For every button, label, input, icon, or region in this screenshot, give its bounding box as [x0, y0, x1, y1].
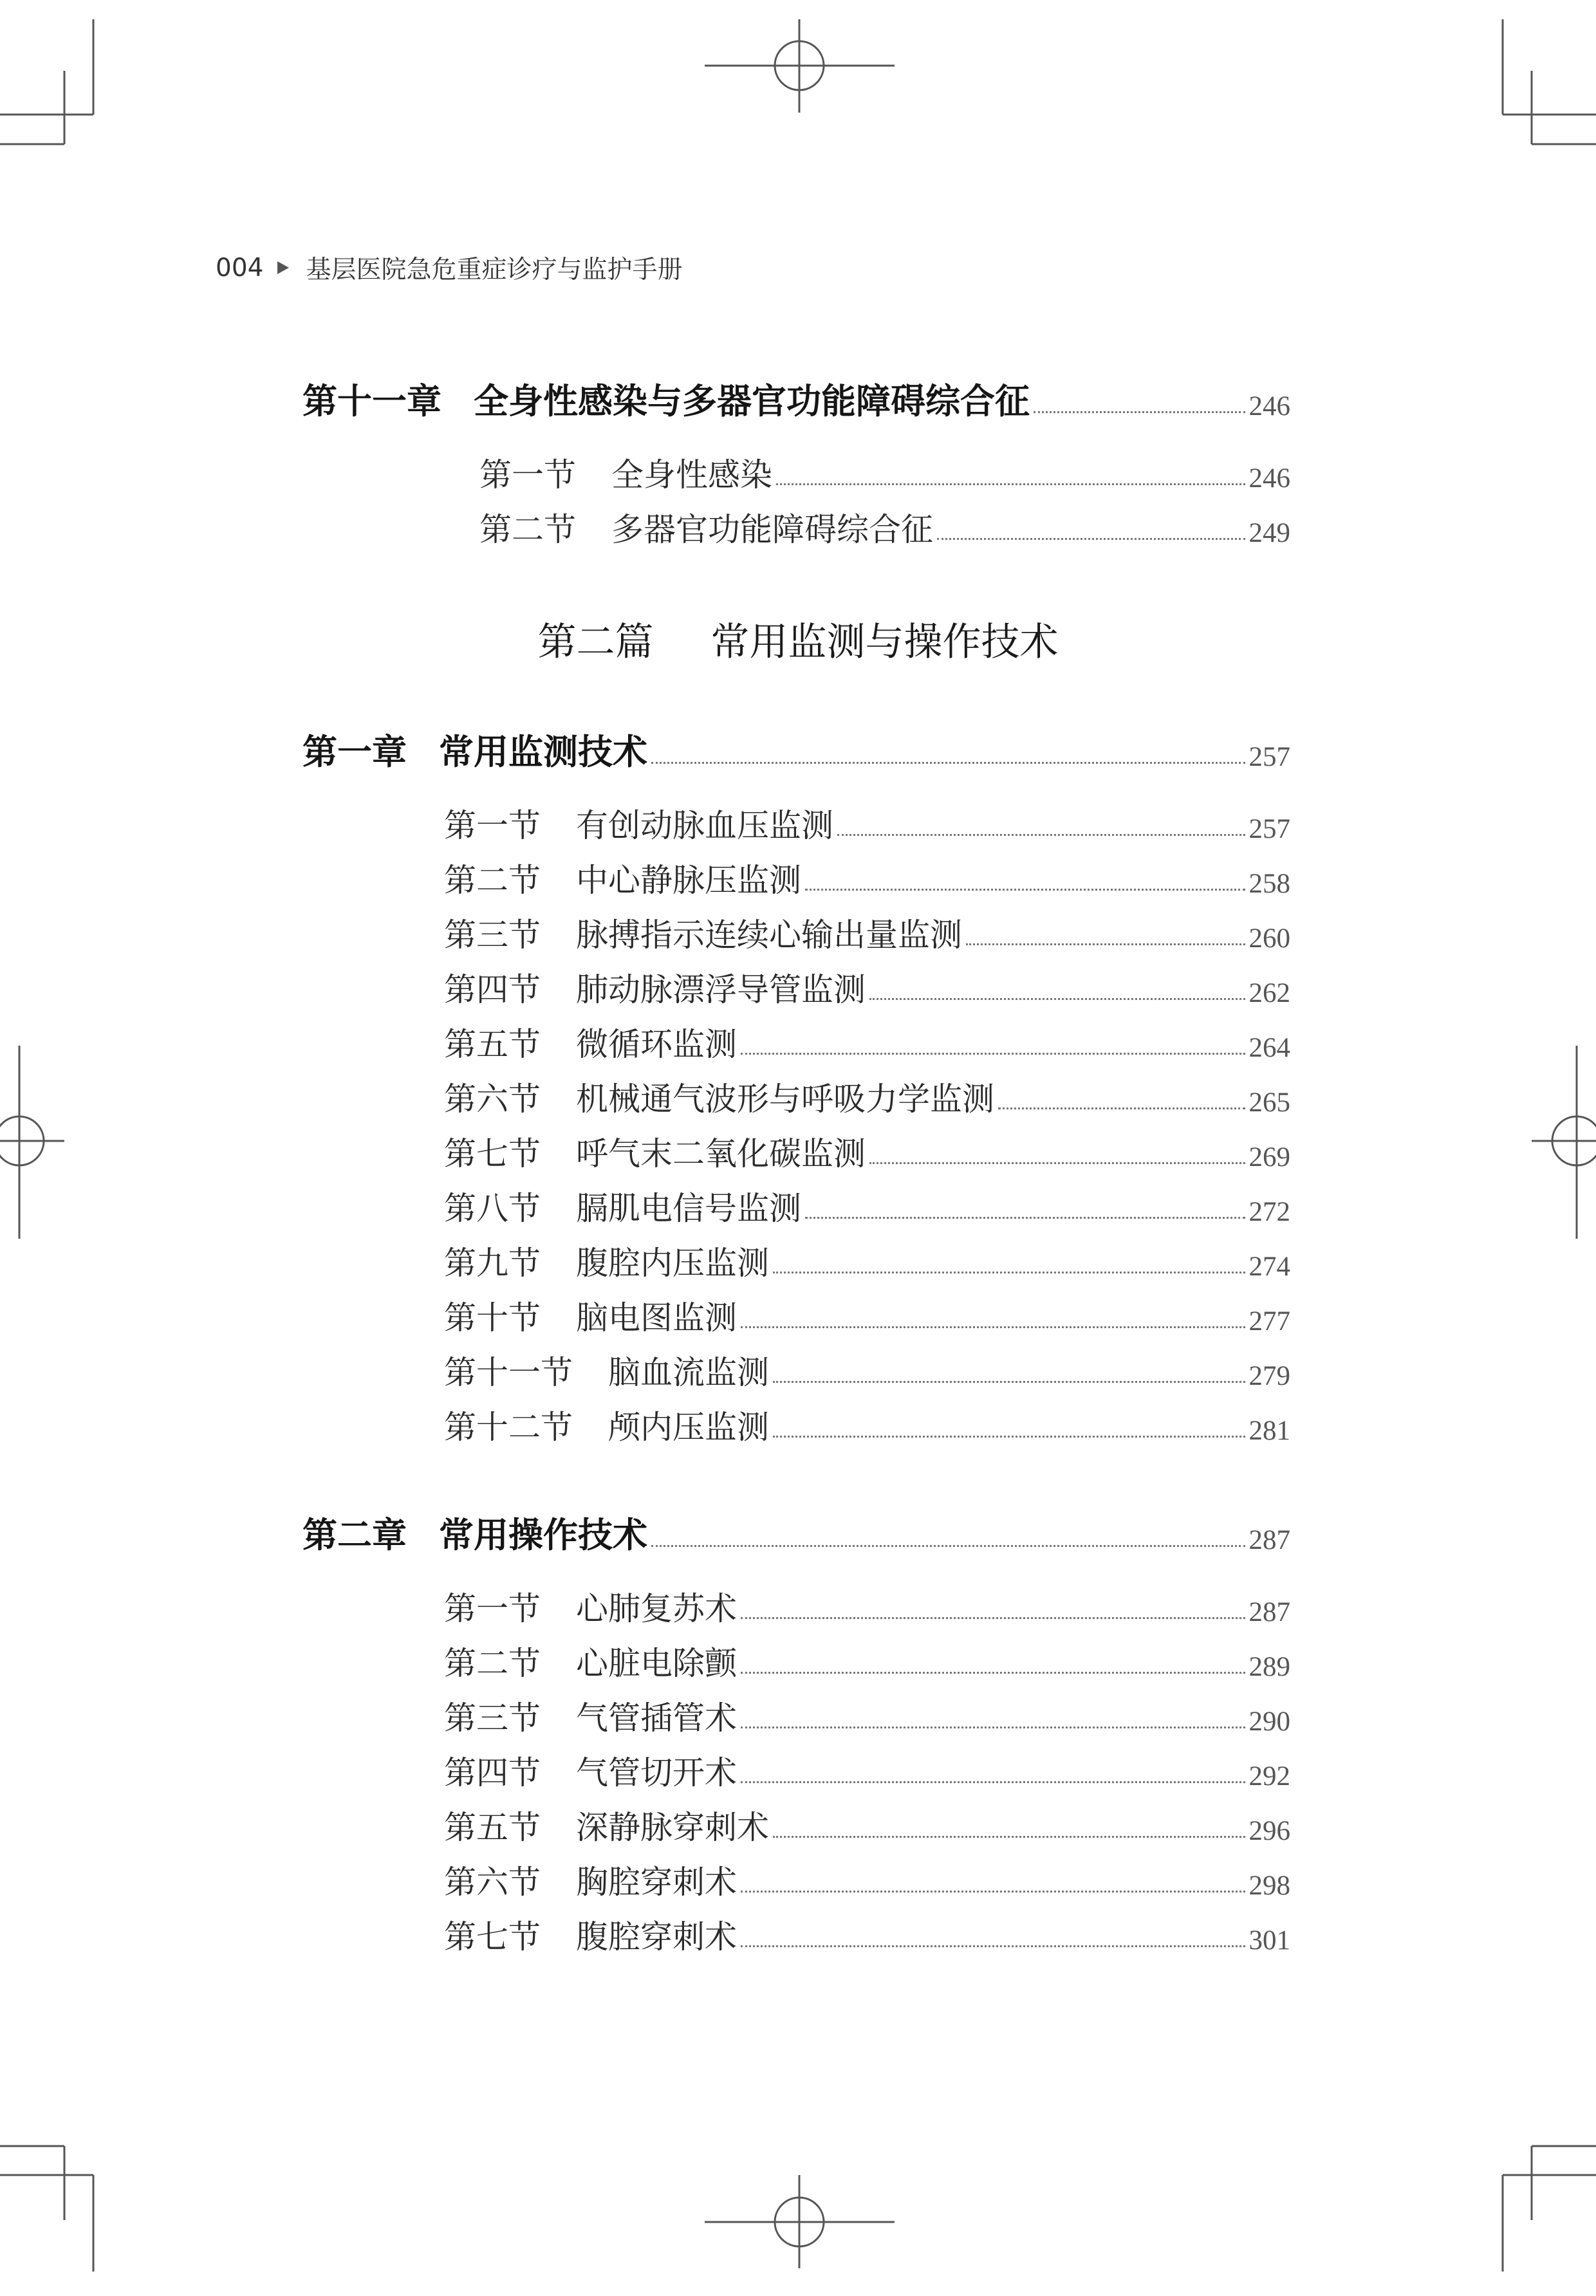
dot-leader: [741, 1727, 1245, 1728]
toc-chapter-1[interactable]: [0, 729, 1596, 774]
dot-leader: [741, 1945, 1245, 1947]
dot-leader: [741, 1326, 1245, 1328]
section-title: 气管插管术: [576, 1699, 737, 1737]
page-ref: 277: [1248, 1306, 1290, 1337]
toc-section[interactable]: [0, 965, 1596, 1010]
triangle-marker-icon: [277, 261, 289, 274]
toc-section[interactable]: [0, 1075, 1596, 1120]
section-label: 第六节: [444, 1864, 541, 1901]
toc-section[interactable]: [0, 1639, 1596, 1684]
section-label: 第四节: [444, 971, 541, 1008]
section-title: 腹腔内压监测: [576, 1245, 769, 1282]
page-ref: 257: [1248, 742, 1290, 772]
dot-leader: [937, 538, 1245, 540]
dot-leader: [773, 1272, 1245, 1273]
toc-section[interactable]: [0, 1403, 1596, 1448]
section-label: 第七节: [444, 1135, 541, 1172]
dot-leader: [805, 1217, 1245, 1219]
dot-leader: [805, 889, 1245, 891]
running-head: [216, 250, 682, 286]
dot-leader: [1034, 411, 1245, 413]
page-ref: 290: [1248, 1707, 1290, 1737]
chapter-title: 常用操作技术: [439, 1514, 647, 1555]
section-label: 第十节: [444, 1299, 541, 1337]
toc-section[interactable]: [0, 1748, 1596, 1793]
toc-section[interactable]: [0, 1803, 1596, 1848]
page-ref: 274: [1248, 1252, 1290, 1282]
dot-leader: [741, 1053, 1245, 1055]
page-ref: 269: [1248, 1142, 1290, 1172]
part-label: 第二篇: [537, 620, 654, 665]
section-title: 气管切开术: [576, 1754, 737, 1791]
toc-section[interactable]: [0, 801, 1596, 846]
page-ref: 287: [1248, 1597, 1290, 1627]
dot-leader: [651, 762, 1245, 764]
toc-section[interactable]: [0, 1184, 1596, 1229]
section-label: 第五节: [444, 1026, 541, 1063]
section-title: 肺动脉漂浮导管监测: [576, 971, 866, 1008]
section-title: 脉搏指示连续心输出量监测: [576, 916, 962, 954]
section-label: 第二节: [444, 1645, 541, 1682]
chapter-label: 第十一章: [302, 380, 441, 421]
toc-section[interactable]: [0, 1129, 1596, 1174]
section-label: 第七节: [444, 1918, 541, 1956]
section-label: 第一节: [444, 1590, 541, 1627]
page-ref: 246: [1248, 463, 1290, 494]
dot-leader: [741, 1672, 1245, 1674]
dot-leader: [998, 1107, 1245, 1109]
dot-leader: [869, 1162, 1245, 1164]
section-title: 脑电图监测: [576, 1299, 737, 1337]
part-heading: [0, 611, 1596, 667]
dot-leader: [773, 1436, 1245, 1438]
chapter-label: 第一章: [302, 731, 407, 772]
toc-section[interactable]: [0, 856, 1596, 901]
section-label: 第十二节: [444, 1409, 573, 1446]
page-ref: 298: [1248, 1871, 1290, 1901]
dot-leader: [837, 834, 1245, 836]
page-ref: 272: [1248, 1197, 1290, 1227]
dot-leader: [776, 483, 1245, 485]
dot-leader: [773, 1836, 1245, 1838]
chapter-title: 常用监测技术: [439, 731, 647, 772]
book-title: 基层医院急危重症诊疗与监护手册: [306, 255, 683, 284]
page-ref: 264: [1248, 1033, 1290, 1063]
page-ref: 265: [1248, 1088, 1290, 1118]
section-title: 心肺复苏术: [576, 1590, 737, 1627]
toc-section[interactable]: [0, 450, 1596, 495]
dot-leader: [966, 943, 1245, 945]
dot-leader: [773, 1381, 1245, 1383]
section-title: 中心静脉压监测: [576, 862, 801, 899]
page-ref: 301: [1248, 1925, 1290, 1956]
toc-chapter-2[interactable]: [0, 1512, 1596, 1557]
section-title: 深静脉穿刺术: [576, 1809, 769, 1846]
toc-section[interactable]: [0, 1293, 1596, 1338]
page-ref: 260: [1248, 923, 1290, 954]
section-title: 机械通气波形与呼吸力学监测: [576, 1080, 994, 1118]
section-label: 第一节: [444, 807, 541, 844]
section-label: 第六节: [444, 1080, 541, 1118]
toc-chapter-11[interactable]: [0, 378, 1596, 423]
section-label: 第二节: [444, 862, 541, 899]
section-title: 颅内压监测: [608, 1409, 769, 1446]
section-title: 呼气末二氧化碳监测: [576, 1135, 866, 1172]
section-label: 第一节: [479, 456, 576, 494]
section-title: 腹腔穿刺术: [576, 1918, 737, 1956]
section-title: 多器官功能障碍综合征: [611, 511, 933, 548]
section-label: 第四节: [444, 1754, 541, 1791]
section-label: 第二节: [479, 511, 576, 548]
section-label: 第十一节: [444, 1354, 573, 1391]
section-label: 第三节: [444, 1699, 541, 1737]
page-ref: 281: [1248, 1416, 1290, 1446]
page-ref: 246: [1248, 391, 1290, 421]
dot-leader: [869, 998, 1245, 1000]
page-ref: 292: [1248, 1761, 1290, 1791]
page-ref: 296: [1248, 1816, 1290, 1846]
section-title: 胸腔穿刺术: [576, 1864, 737, 1901]
section-title: 全身性感染: [611, 456, 772, 494]
section-title: 脑血流监测: [608, 1354, 769, 1391]
section-label: 第五节: [444, 1809, 541, 1846]
section-label: 第八节: [444, 1190, 541, 1227]
chapter-label: 第二章: [302, 1514, 407, 1555]
chapter-title: 全身性感染与多器官功能障碍综合征: [474, 380, 1030, 421]
toc-section[interactable]: [0, 1348, 1596, 1393]
section-title: 心脏电除颤: [576, 1645, 737, 1682]
section-label: 第三节: [444, 916, 541, 954]
section-title: 膈肌电信号监测: [576, 1190, 801, 1227]
dot-leader: [741, 1781, 1245, 1783]
page-ref: 289: [1248, 1652, 1290, 1682]
toc-section[interactable]: [0, 1020, 1596, 1065]
dot-leader: [741, 1891, 1245, 1893]
page-number: 004: [216, 253, 264, 282]
page-ref: 249: [1248, 518, 1290, 548]
toc-section[interactable]: [0, 1858, 1596, 1903]
page-ref: 257: [1248, 814, 1290, 844]
toc-section[interactable]: [0, 1239, 1596, 1284]
section-title: 有创动脉血压监测: [576, 807, 833, 844]
section-title: 微循环监测: [576, 1026, 737, 1063]
page-ref: 279: [1248, 1361, 1290, 1391]
page-ref: 262: [1248, 978, 1290, 1008]
dot-leader: [741, 1617, 1245, 1619]
toc-section[interactable]: [0, 911, 1596, 956]
toc-section[interactable]: [0, 505, 1596, 550]
dot-leader: [651, 1545, 1245, 1547]
toc-section[interactable]: [0, 1912, 1596, 1958]
toc-section[interactable]: [0, 1694, 1596, 1739]
page-ref: 287: [1248, 1525, 1290, 1555]
toc-section[interactable]: [0, 1584, 1596, 1629]
section-label: 第九节: [444, 1245, 541, 1282]
page-ref: 258: [1248, 869, 1290, 899]
part-title: 常用监测与操作技术: [710, 620, 1059, 665]
